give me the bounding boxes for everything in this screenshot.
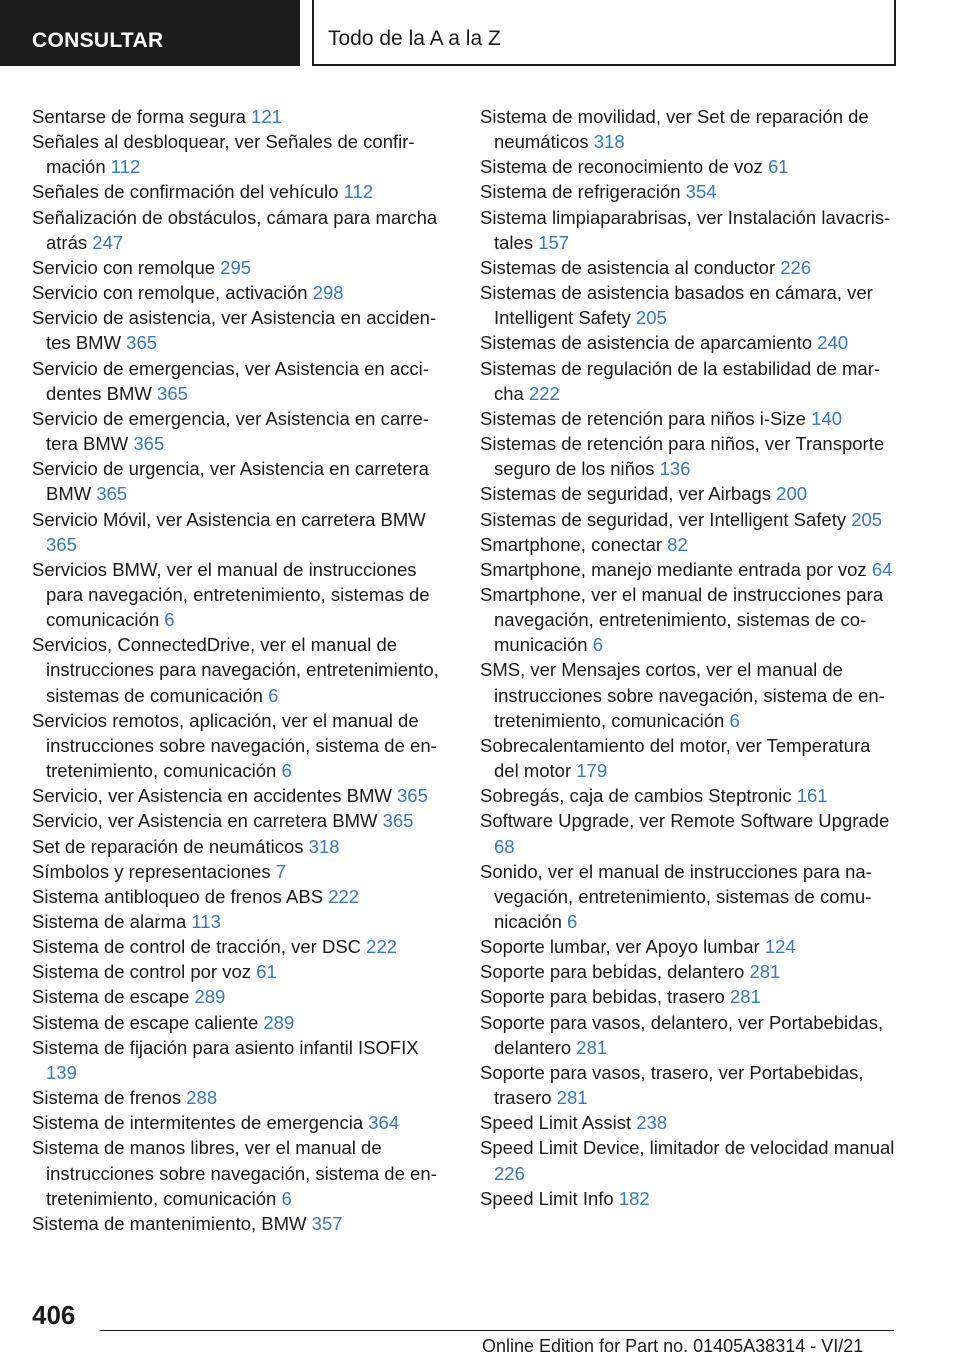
- page-reference-link[interactable]: 365: [382, 810, 414, 832]
- index-entry-text: Sonido, ver el manual de instrucciones para navegación, entretenimiento, sistemas de comunicación: [480, 860, 872, 932]
- index-entry-text: Símbolos y representaciones: [32, 860, 271, 882]
- index-entry: [480, 205, 900, 255]
- index-entry: [32, 834, 452, 859]
- index-entry: [480, 783, 900, 808]
- page-reference-link[interactable]: 226: [494, 1162, 525, 1184]
- page-reference-link[interactable]: 222: [366, 936, 398, 958]
- page-reference-link[interactable]: 281: [556, 1087, 588, 1109]
- index-entry-text: Sobrecalentamiento del motor, ver Temperatura del motor: [480, 734, 871, 782]
- index-entry: [480, 330, 900, 355]
- page-reference-link[interactable]: 222: [528, 382, 560, 404]
- index-entry-text: SMS, ver Mensajes cortos, ver el manual de instrucciones sobre navegación, sistema de entretenimiento, comunicación: [480, 659, 885, 731]
- index-entry: [480, 255, 900, 280]
- index-entry: [32, 1085, 452, 1110]
- index-entry-text: Sistemas de seguridad, ver Intelligent Safety: [480, 508, 847, 530]
- index-entry-text: Sistema de reconocimiento de voz: [480, 156, 763, 178]
- page-reference-link[interactable]: 112: [110, 156, 141, 178]
- index-entry-text: Smartphone, manejo mediante entrada por voz: [480, 558, 867, 580]
- page-reference-link[interactable]: 281: [729, 986, 761, 1008]
- index-entry-text: Servicio con remolque, activación: [32, 282, 308, 304]
- page-reference-link[interactable]: 6: [281, 760, 292, 782]
- index-entry-text: Sistema de escape: [32, 986, 190, 1008]
- index-entry: [32, 859, 452, 884]
- index-entry-text: Soporte para vasos, trasero, ver Portabebidas, trasero: [480, 1061, 864, 1109]
- index-entry-text: Servicio de emergencias, ver Asistencia en accidentes BMW: [32, 357, 429, 404]
- page-reference-link[interactable]: 112: [343, 181, 374, 203]
- page-reference-link[interactable]: 6: [729, 709, 740, 731]
- index-entry: [480, 984, 900, 1009]
- page-reference-link[interactable]: 365: [397, 785, 428, 807]
- index-entry-text: Sistemas de regulación de la estabilidad de marcha: [480, 357, 881, 404]
- index-entry: [480, 532, 900, 557]
- index-entry: [480, 1186, 900, 1211]
- page-reference-link[interactable]: 205: [635, 307, 667, 329]
- page-reference-link[interactable]: 182: [618, 1187, 650, 1209]
- index-entry: [32, 909, 452, 934]
- page-reference-link[interactable]: 113: [191, 911, 221, 932]
- page-reference-link[interactable]: 140: [811, 407, 842, 429]
- section-tab: [0, 0, 300, 66]
- page-number: 406: [32, 1300, 76, 1330]
- page-reference-link[interactable]: 354: [685, 181, 717, 203]
- index-entry-text: Servicio, ver Asistencia en accidentes BMW: [32, 785, 392, 807]
- page-reference-link[interactable]: 161: [796, 785, 828, 807]
- index-entry: [32, 808, 452, 833]
- page-reference-link[interactable]: 61: [767, 156, 789, 178]
- index-entry: [480, 934, 900, 959]
- index-entry: [480, 1135, 900, 1185]
- page-reference-link[interactable]: 226: [780, 256, 812, 278]
- page-reference-link[interactable]: 298: [312, 282, 344, 304]
- index-entry: [32, 507, 452, 557]
- index-entry: [480, 1110, 900, 1135]
- index-entry: [32, 104, 452, 129]
- page-reference-link[interactable]: 179: [576, 760, 608, 782]
- index-entry-text: Señales al desbloquear, ver Señales de confirmación: [32, 131, 415, 178]
- index-entry-text: Sistema de refrigeración: [480, 181, 681, 203]
- index-entry: [480, 481, 900, 506]
- index-entry-text: Servicio, ver Asistencia en carretera BMW: [32, 810, 378, 832]
- index-entry: [480, 1010, 900, 1060]
- index-entry: [32, 356, 452, 406]
- index-entry-text: Soporte lumbar, ver Apoyo lumbar: [480, 936, 760, 958]
- index-entry-text: Sistema de control de tracción, ver DSC: [32, 936, 362, 958]
- index-entry-text: Servicios, ConnectedDrive, ver el manual de instrucciones para navegación, entretenimiento, sistemas de comunicación: [32, 634, 439, 706]
- index-entry-text: Smartphone, ver el manual de instrucciones para navegación, entretenimiento, sistemas de comunicación: [480, 583, 884, 656]
- index-entry-text: Sistema de intermitentes de emergencia: [32, 1112, 364, 1134]
- page-reference-link[interactable]: 365: [46, 533, 77, 555]
- index-entry: [480, 179, 900, 204]
- page-reference-link[interactable]: 281: [749, 961, 781, 983]
- index-entry: [480, 154, 900, 179]
- page-reference-link[interactable]: 157: [538, 231, 570, 253]
- index-entry: [480, 859, 900, 934]
- page-reference-link[interactable]: 6: [268, 684, 279, 706]
- index-entry-text: Set de reparación de neumáticos: [32, 835, 304, 857]
- index-entry: [32, 632, 452, 707]
- index-entry: [480, 507, 900, 532]
- page-reference-link[interactable]: 318: [308, 835, 340, 857]
- index-entry: [32, 129, 452, 179]
- index-entry-text: Sistema de fijación para asiento infantil ISOFIX: [32, 1036, 419, 1058]
- index-entry: [480, 959, 900, 984]
- index-entry-text: Sistema antibloqueo de frenos ABS: [32, 885, 324, 907]
- index-entry: [480, 1060, 900, 1110]
- chapter-header: [312, 0, 896, 66]
- index-entry-text: Servicios BMW, ver el manual de instrucciones para navegación, entretenimiento, sistemas de comunicación: [32, 558, 430, 631]
- index-entry: [32, 406, 452, 456]
- index-entry: [480, 431, 900, 481]
- index-entry-text: Sistema limpiaparabrisas, ver Instalación lavacristales: [480, 206, 891, 253]
- index-entry-text: Servicio de asistencia, ver Asistencia en accidentes BMW: [32, 307, 437, 354]
- index-entry-text: Sistema de frenos: [32, 1087, 182, 1109]
- footer-divider: [100, 1330, 894, 1331]
- index-entry-text: Servicio Móvil, ver Asistencia en carretera BMW: [32, 508, 426, 530]
- index-entry: [480, 356, 900, 406]
- index-entry-text: Soporte para bebidas, delantero: [480, 961, 745, 983]
- index-entry-text: Smartphone, conectar: [480, 533, 663, 555]
- index-entry-text: Servicio con remolque: [32, 256, 216, 278]
- page-reference-link[interactable]: 124: [764, 936, 796, 958]
- page-reference-link[interactable]: 222: [328, 885, 360, 907]
- page-reference-link[interactable]: 318: [593, 131, 625, 153]
- index-entry-text: Sistemas de asistencia de aparcamiento: [480, 332, 813, 354]
- page-reference-link[interactable]: 288: [186, 1087, 218, 1109]
- index-entry-text: Speed Limit Device, limitador de velocidad manual: [480, 1137, 895, 1159]
- index-entry-text: Sobregás, caja de cambios Steptronic: [480, 785, 792, 807]
- index-entry-text: Soporte para bebidas, trasero: [480, 986, 725, 1008]
- index-entry: [32, 959, 452, 984]
- index-entry-text: Sentarse de forma segura: [32, 106, 246, 127]
- page-reference-link[interactable]: 7: [275, 860, 287, 882]
- index-entry-text: Speed Limit Assist: [480, 1112, 632, 1134]
- index-column-left: [32, 104, 452, 1236]
- index-entry-text: Sistemas de asistencia basados en cámara, ver Intelligent Safety: [480, 282, 873, 329]
- index-entry-text: Sistemas de retención para niños i-Size: [480, 407, 806, 429]
- page-reference-link[interactable]: 68: [494, 835, 515, 857]
- index-entry: [480, 557, 900, 582]
- index-column-right: [480, 104, 900, 1211]
- page-reference-link[interactable]: 365: [157, 382, 188, 404]
- index-entry-text: Sistema de manos libres, ver el manual de instrucciones sobre navegación, sistema de entretenimiento, comunicación: [32, 1137, 437, 1209]
- page-reference-link[interactable]: 6: [164, 609, 175, 631]
- index-entry: [480, 280, 900, 330]
- index-entry-text: Señales de confirmación del vehículo: [32, 181, 339, 203]
- page-reference-link[interactable]: 238: [636, 1112, 668, 1134]
- index-entry-text: Soporte para vasos, delantero, ver Portabebidas, delantero: [480, 1011, 884, 1058]
- index-entry: [480, 104, 900, 154]
- index-entry-text: Speed Limit Info: [480, 1187, 614, 1209]
- page-reference-link[interactable]: 136: [659, 458, 691, 480]
- index-entry-text: Sistema de alarma: [32, 911, 187, 932]
- index-entry-text: Sistema de control por voz: [32, 961, 252, 983]
- page-reference-link[interactable]: 82: [667, 533, 688, 555]
- index-entry: [32, 1110, 452, 1135]
- index-entry: [480, 582, 900, 657]
- index-entry: [32, 884, 452, 909]
- page-reference-link[interactable]: 364: [368, 1112, 400, 1134]
- page-reference-link[interactable]: 6: [567, 911, 578, 932]
- index-entry-text: Servicio de emergencia, ver Asistencia en carretera BMW: [32, 407, 429, 455]
- page-reference-link[interactable]: 289: [263, 1011, 295, 1033]
- page-reference-link[interactable]: 61: [256, 961, 277, 983]
- index-entry: [32, 557, 452, 632]
- page-reference-link[interactable]: 357: [311, 1212, 343, 1234]
- page-reference-link[interactable]: 139: [46, 1061, 77, 1083]
- page-reference-link[interactable]: 205: [851, 508, 883, 530]
- index-entry: [32, 1010, 452, 1035]
- page-reference-link[interactable]: 247: [92, 231, 124, 253]
- index-entry: [480, 406, 900, 431]
- edition-footer: Online Edition for Part no. 01405A38314 - VI/21: [482, 1336, 864, 1356]
- page-reference-link[interactable]: 281: [576, 1036, 608, 1058]
- index-entry: [32, 1035, 452, 1085]
- page-reference-link[interactable]: 200: [776, 483, 808, 505]
- index-entry: [32, 205, 452, 255]
- page-reference-link[interactable]: 121: [251, 106, 282, 127]
- index-entry-text: Sistema de mantenimiento, BMW: [32, 1212, 307, 1234]
- index-entry-text: Señalización de obstáculos, cámara para marcha atrás: [32, 206, 438, 253]
- chapter-title: Todo de la A a la Z: [328, 27, 501, 50]
- section-title: CONSULTAR: [32, 29, 164, 52]
- index-entry: [32, 783, 452, 808]
- index-entry-text: Sistema de movilidad, ver Set de reparación de neumáticos: [480, 106, 869, 153]
- index-entry: [32, 179, 452, 204]
- index-entry-text: Servicio de urgencia, ver Asistencia en carretera BMW: [32, 458, 429, 505]
- index-entry-text: Sistemas de retención para niños, ver Transporte seguro de los niños: [480, 433, 885, 480]
- page-reference-link[interactable]: 365: [96, 483, 128, 505]
- page-reference-link[interactable]: 6: [281, 1187, 292, 1209]
- index-entry: [480, 657, 900, 732]
- page-reference-link[interactable]: 365: [133, 433, 165, 455]
- page-reference-link[interactable]: 240: [817, 332, 849, 354]
- index-entry: [32, 456, 452, 506]
- index-entry: [32, 708, 452, 783]
- index-entry: [32, 305, 452, 355]
- index-entry-text: Sistema de escape caliente: [32, 1011, 259, 1033]
- page-reference-link[interactable]: 289: [194, 986, 226, 1008]
- index-entry: [32, 1135, 452, 1210]
- index-entry-text: Sistemas de seguridad, ver Airbags: [480, 483, 772, 505]
- index-entry: [32, 280, 452, 305]
- index-entry: [32, 1211, 452, 1236]
- index-entry: [480, 808, 900, 858]
- page-reference-link[interactable]: 64: [871, 558, 893, 580]
- page-reference-link[interactable]: 365: [126, 332, 158, 354]
- page-reference-link[interactable]: 295: [220, 256, 252, 278]
- index-entry: [480, 733, 900, 783]
- index-entry: [32, 255, 452, 280]
- page-reference-link[interactable]: 6: [592, 634, 604, 656]
- index-entry-text: Servicios remotos, aplicación, ver el manual de instrucciones sobre navegación, sistema de entretenimiento, comunicación: [32, 709, 437, 782]
- index-entry: [32, 934, 452, 959]
- index-entry-text: Software Upgrade, ver Remote Software Upgrade: [480, 810, 890, 832]
- index-entry-text: Sistemas de asistencia al conductor: [480, 256, 776, 278]
- index-entry: [32, 984, 452, 1009]
